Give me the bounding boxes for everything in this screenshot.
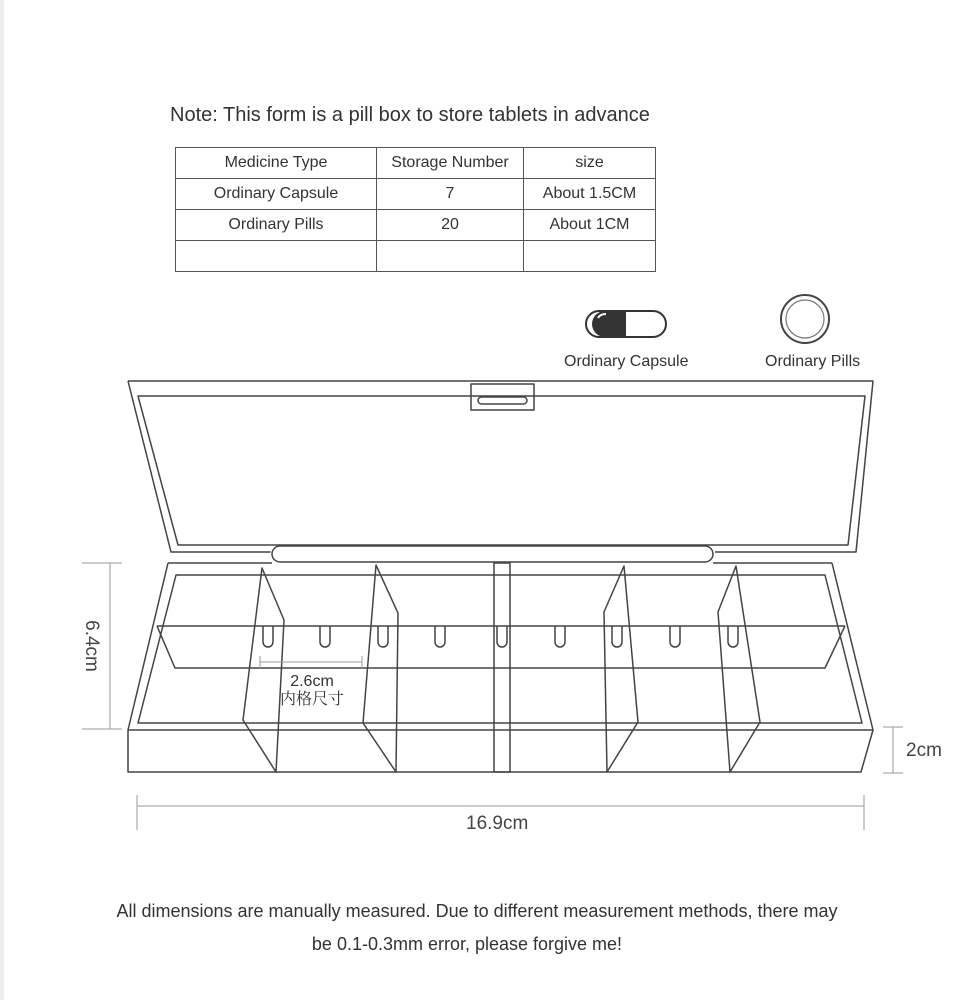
compartment-size-callout	[270, 673, 354, 709]
compartment-caption: 内格尺寸	[279, 691, 344, 708]
compartment-width-label: 2.6cm	[290, 673, 334, 690]
capsule-icon	[586, 311, 666, 337]
pill-icon	[781, 295, 829, 343]
divider-slots	[263, 626, 738, 647]
table-header-cell: Storage Number	[377, 148, 524, 179]
table-cell: 7	[377, 179, 524, 210]
table-cell: Ordinary Capsule	[176, 179, 377, 210]
table-header-cell: Medicine Type	[176, 148, 377, 179]
table-cell: 20	[377, 210, 524, 241]
depth-dimension-label: 2cm	[906, 740, 942, 761]
capsule-label: Ordinary Capsule	[564, 353, 689, 370]
note-heading: Note: This form is a pill box to store tablets in advance	[170, 104, 650, 126]
table-cell: Ordinary Pills	[176, 210, 377, 241]
lid-outline	[128, 381, 873, 552]
depth-dimension-line	[883, 727, 903, 773]
table-cell: About 1CM	[524, 210, 656, 241]
length-dimension-label: 16.9cm	[466, 813, 529, 834]
footer-disclaimer-line1: All dimensions are manually measured. Due to different measurement methods, there may	[116, 901, 838, 921]
compartment-dimension-line	[260, 656, 362, 668]
table-cell: About 1.5CM	[524, 179, 656, 210]
footer-disclaimer-line2: be 0.1-0.3mm error, please forgive me!	[311, 934, 623, 954]
pill-label: Ordinary Pills	[765, 353, 861, 370]
table-header-cell: size	[524, 148, 656, 179]
height-dimension-label: 6.4cm	[80, 620, 102, 672]
clasp-icon	[471, 384, 534, 410]
hinge-bar	[272, 546, 713, 562]
